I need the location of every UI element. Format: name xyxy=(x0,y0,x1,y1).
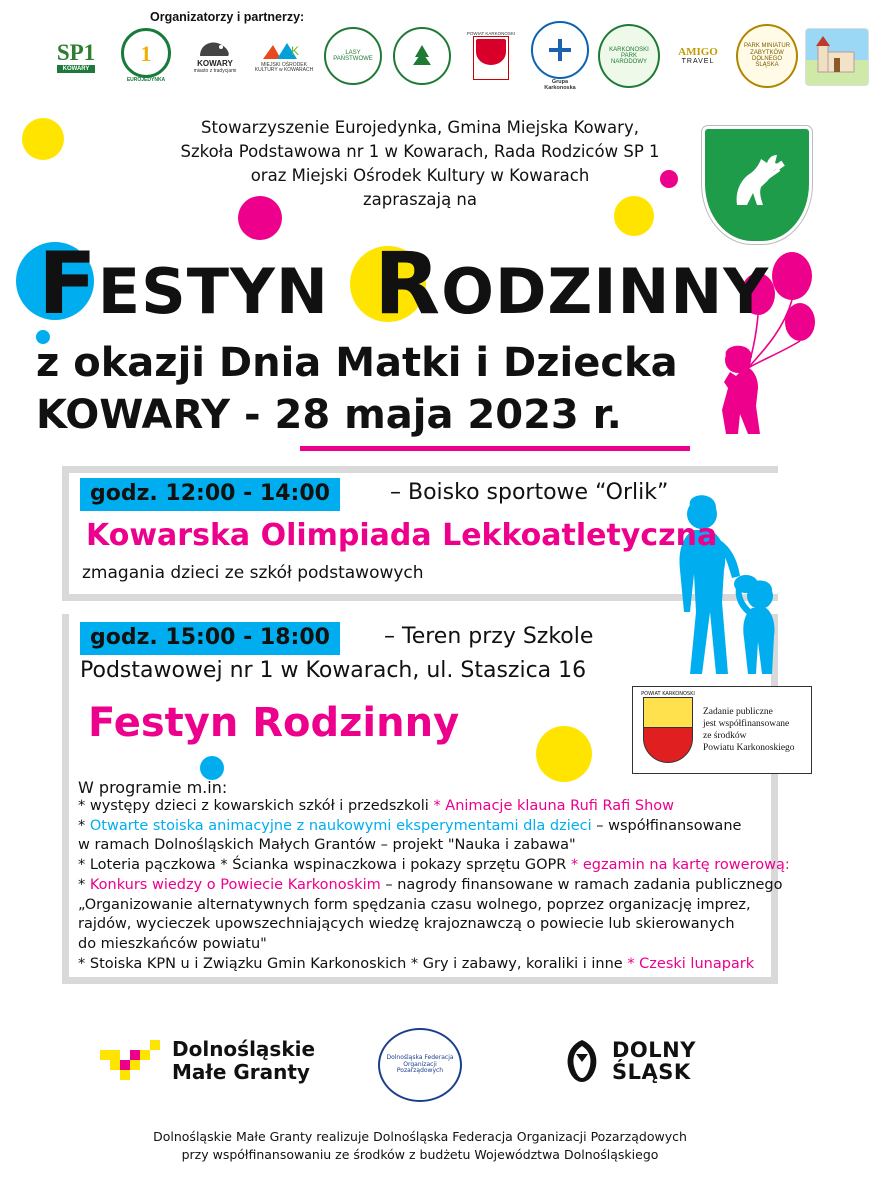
footer-note-line-1: Dolnośląskie Małe Granty realizuje Dolnośląska Federacja Organizacji Pozarządowych xyxy=(153,1129,687,1144)
powiat-text-line-1: Zadanie publiczne xyxy=(703,706,773,717)
event-1-place: – Boisko sportowe “Orlik” xyxy=(390,480,669,505)
program-text-run: * xyxy=(78,876,90,893)
partner-logo-nadlesnictwo xyxy=(391,28,453,84)
footer-note-line-2: przy współfinansowaniu ze środków z budżetu Województwa Dolnośląskiego xyxy=(181,1147,659,1163)
partner-logo-row xyxy=(44,28,869,91)
partner-logo-powiat-karkonoski: POWIAT KARKONOSKI xyxy=(460,28,522,84)
title-underline xyxy=(300,446,690,451)
invite-text: zapraszają na xyxy=(362,190,478,209)
partners-bar xyxy=(0,6,840,110)
event-2-headline: Festyn Rodzinny xyxy=(88,700,460,746)
program-line xyxy=(78,797,778,817)
program-line xyxy=(78,817,778,837)
castle-icon xyxy=(810,34,864,80)
program-text-run: „Organizowanie alternatywnych form spędzania czasu wolnego, poprzez organizację imprez, xyxy=(78,896,751,913)
dolny-slask-logo xyxy=(562,1038,696,1084)
ds-line-2: ŚLĄSK xyxy=(612,1060,691,1084)
lasy-panstwowe-icon: LASY PAŃSTWOWE xyxy=(324,27,382,85)
kowary-emblem-icon xyxy=(198,38,232,58)
partner-logo-karkonoski-park-narodowy xyxy=(598,28,660,84)
dfop-logo xyxy=(378,1028,462,1102)
horse-hammer-icon xyxy=(717,143,797,223)
event-1-headline: Kowarska Olimpiada Lekkoatletyczna xyxy=(86,518,718,553)
title-word1-rest: ESTYN xyxy=(97,255,329,328)
program-line xyxy=(78,896,778,916)
powiat-funding-text xyxy=(699,706,795,755)
program-line xyxy=(78,876,783,896)
title-word2-rest: ODZINNY xyxy=(441,255,770,328)
page-title xyxy=(38,234,770,334)
program-line xyxy=(78,915,778,935)
powiat-crest-icon xyxy=(473,36,509,80)
kpn-icon: KARKONOSKI PARK NARODOWY xyxy=(598,24,660,88)
event-2-place: – Teren przy Szkole xyxy=(384,624,594,649)
partner-logo-amigo-travel: AMIGO TRAVEL xyxy=(667,28,729,84)
footer-note xyxy=(0,1128,840,1164)
program-text-run: * Stoiska KPN u i Związku Gmin Karkonoskich * Gry i zabawy, koraliki i inne xyxy=(78,955,628,972)
program-text-run: * występy dzieci z kowarskich szkół i przedszkoli xyxy=(78,798,434,814)
program-text-run: * Animacje klauna Rufi Rafi Show xyxy=(433,798,675,814)
event-2-left-rule xyxy=(62,614,69,984)
partner-logo-zamek xyxy=(805,28,869,86)
partner-logo-kowary-miasto: KOWARY miasto z tradycjami xyxy=(184,28,246,84)
program-line xyxy=(78,856,790,876)
mok-logo-icon xyxy=(261,39,307,61)
powiat-crest-label: POWIAT KARKONOSKI xyxy=(641,691,695,697)
program-text-run: Otwarte stoiska animacyjne z naukowymi eksperymentami dla dzieci xyxy=(89,817,592,834)
program-text-run: w ramach Dolnośląskich Małych Grantów – projekt "Nauka i zabawa" xyxy=(78,837,576,854)
dmg-text xyxy=(172,1038,315,1084)
partner-logo-park-miniatur xyxy=(736,28,798,84)
event-1-note: zmagania dzieci ze szkół podstawowych xyxy=(82,563,424,583)
program-title: W programie m.in: xyxy=(78,778,228,797)
program-list xyxy=(78,797,790,974)
event-2-place-line2: Podstawowej nr 1 w Kowarach, ul. Staszica 16 xyxy=(80,658,587,683)
title-word1-cap: F xyxy=(38,234,98,334)
partner-logo-mok: K MIEJSKI OŚRODEK KULTURY w KOWARACH xyxy=(253,28,315,84)
program-text-run: * Czeski lunapark xyxy=(627,955,755,972)
partners-title: Organizatorzy i partnerzy: xyxy=(150,10,305,24)
organizers-line-3: oraz Miejski Ośrodek Kultury w Kowarach xyxy=(250,165,590,185)
program-text-run: – współfinansowane xyxy=(591,817,742,834)
program-text-run: rajdów, wycieczek upowszechniających wiedzę krajoznawczą o powiecie lub skierowanych xyxy=(78,916,735,933)
powiat-karkonoski-crest-icon xyxy=(637,693,699,767)
program-text-run: – nagrody finansowane w ramach zadania publicznego xyxy=(380,876,783,893)
partner-logo-eurojedynka: 1 EUROJEDYNKA xyxy=(115,28,177,84)
eagle-icon xyxy=(562,1038,602,1084)
ds-text xyxy=(612,1039,696,1083)
program-text-run: * Loteria pączkowa * Ścianka wspinaczkowa i pokazy sprzętu GOPR xyxy=(78,857,571,874)
event-2-bottom-rule xyxy=(62,977,778,984)
program-line xyxy=(78,935,778,955)
program-line xyxy=(78,836,778,856)
decor-dot-cyan-3 xyxy=(200,756,224,780)
powiat-text-line-4: Powiatu Karkonoskiego xyxy=(703,743,795,754)
title-subtitle-2: KOWARY - 28 maja 2023 r. xyxy=(36,392,622,438)
powiat-funding-box xyxy=(632,686,812,774)
event-2-time-chip: godz. 15:00 - 18:00 xyxy=(80,622,340,655)
program-text-run: Konkurs wiedzy o Powiecie Karkonoskim xyxy=(89,876,381,893)
event-1-top-rule xyxy=(62,466,778,473)
organizers-line-2: Szkoła Podstawowa nr 1 w Kowarach, Rada Rodziców SP 1 xyxy=(180,141,660,161)
dmg-line-2: Małe Granty xyxy=(172,1060,310,1084)
partner-logo-lasy-panstwowe xyxy=(322,28,384,84)
program-text-run: * xyxy=(78,817,90,834)
dfop-ring-icon xyxy=(378,1028,462,1102)
partner-logo-gopr: Grupa Karkonoska xyxy=(529,28,591,84)
title-word2-cap: R xyxy=(374,234,442,334)
organizers-line-1: Stowarzyszenie Eurojedynka, Gmina Miejska Kowary, xyxy=(201,118,639,137)
nadlesnictwo-icon xyxy=(393,27,451,85)
coat-of-arms xyxy=(702,126,812,244)
program-text-run: do mieszkańców powiatu" xyxy=(78,936,267,953)
dfop-label: Dolnośląska Federacja Organizacji Pozarządowych xyxy=(386,1054,454,1075)
partner-logo-sp1: SP1 KOWARY xyxy=(44,28,108,86)
title-subtitle-1: z okazji Dnia Matki i Dziecka xyxy=(36,340,678,386)
event-1-time-chip: godz. 12:00 - 14:00 xyxy=(80,478,340,511)
checkmark-pixel-icon xyxy=(96,1032,162,1090)
ds-line-1: DOLNY xyxy=(612,1037,696,1062)
program-line xyxy=(78,955,778,975)
footer-logos xyxy=(0,1022,840,1112)
program-text-run: * egzamin na kartę rowerową: xyxy=(570,857,790,874)
gopr-icon xyxy=(531,21,589,79)
dmg-line-1: Dolnośląskie xyxy=(172,1037,316,1061)
svg-text:K: K xyxy=(291,43,300,58)
powiat-text-line-3: ze środków xyxy=(703,731,747,741)
powiat-text-line-2: jest współfinansowane xyxy=(703,718,790,729)
event-1-left-rule xyxy=(62,466,69,594)
decor-dot-yellow-4 xyxy=(536,726,592,782)
dolnoslaskie-male-granty-logo xyxy=(96,1032,315,1090)
park-miniatur-icon: PARK MINIATUR ZABYTKÓW DOLNEGO ŚLĄSKA xyxy=(736,24,798,88)
